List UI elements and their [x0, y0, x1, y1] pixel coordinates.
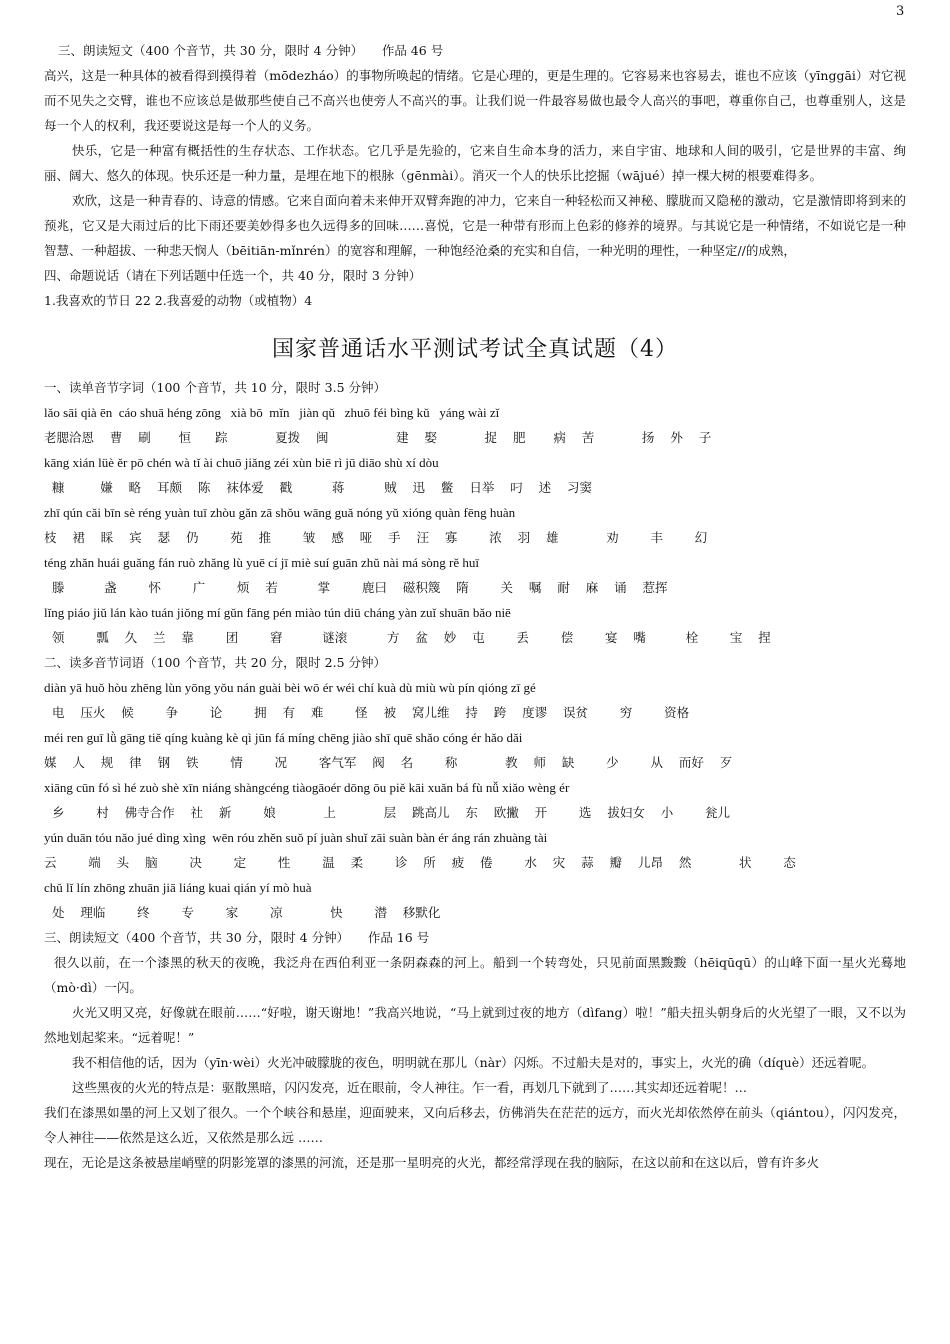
- pinyin-row: téng zhǎn huái guǎng fán ruò zhǎng lù yuē cí jī miè suí guān zhǔ nài má sòng rě huī: [44, 555, 480, 570]
- hanzi-row: 媒 人 规 律 钢 铁 情 况 客气军 阀 名 称 教 师 缺 少 从 而好 歹: [44, 755, 733, 770]
- section-1-heading: 一、读单音节字词（100 个音节，共 10 分，限时 3.5 分钟）: [44, 380, 387, 395]
- pinyin-row: xiāng cūn fó sì hé zuò shè xīn niáng shàngcéng tiàogāoér dōng ōu piě kāi xuǎn bá fù nǚ xiǎo wèng ér: [44, 780, 570, 795]
- reading-heading-46: 三、朗读短文（400 个音节，共 30 分，限时 4 分钟） 作品 46 号: [58, 43, 444, 58]
- reading-paragraph: 欢欣，这是一种青春的、诗意的情感。它来自面向着未来伸开双臂奔跑的冲力，它来自一种轻松而又神秘、朦胧而又隐秘的激动，它是激情即将到来的预兆，它又是大雨过后的比下雨还要美妙得多也久远得多的回味……喜悦，它是一种带有形而上色彩的修养的境界。与其说它是一种情绪，不如说它是一种智慧、一种超拔、一种悲天悯人（bēitiān-mǐnrén）的宽容和理解，一种饱经沧桑的充实和自信，一种光明的理性，一种坚定//的成熟，: [44, 193, 906, 258]
- hanzi-row: 处 理临 终 专 家 凉 快 潜 移默化: [44, 905, 441, 920]
- reading-paragraph: 现在，无论是这条被悬崖峭壁的阴影笼罩的漆黑的河流，还是那一星明亮的火光，都经常浮现在我的脑际，在这以前和在这以后，曾有许多火: [44, 1155, 820, 1170]
- reading-paragraph: 快乐，它是一种富有概括性的生存状态、工作状态。它几乎是先验的，它来自生命本身的活力，来自宇宙、地球和人间的吸引，它是世界的丰富、绚丽、阔大、悠久的体现。快乐还是一种力量，是埋在地下的根脉（gēnmài）。消灭一个人的快乐比挖掘（wājué）掉一棵大树的根要难得多。: [44, 143, 906, 183]
- hanzi-row: 老腮洽恩 曹 刷 恒 踪 夏拨 闽 建 娶 捉 肥 病 苦 扬 外 子: [44, 430, 712, 445]
- hanzi-row: 电 压火 候 争 论 拥 有 难 怪 被 窝儿维 持 跨 度谬 误贫 穷 资格: [44, 705, 690, 720]
- pinyin-row: zhī qún cǎi bīn sè réng yuàn tuī zhòu gǎn zā shǒu wāng guǎ nóng yǔ xióng quàn fēng huàn: [44, 505, 516, 520]
- reading-paragraph: 我们在漆黑如墨的河上又划了很久。一个个峡谷和悬崖，迎面驶来，又向后移去，仿佛消失在茫茫的远方，而火光却依然停在前头（qiántou），闪闪发亮，令人神往——依然是这么近，又依然是那么远 ……: [44, 1105, 906, 1145]
- reading-paragraph: 这些黑夜的火光的特点是：驱散黑暗，闪闪发亮，近在眼前，令人神往。乍一看，再划几下就到了……其实却还远着呢！…: [72, 1080, 748, 1095]
- exam-title: 国家普通话水平测试考试全真试题（4）: [272, 337, 678, 362]
- hanzi-row: 云 端 头 脑 决 定 性 温 柔 诊 所 疲 倦 水 灾 蒜 瓣 儿昂 然 状 态: [44, 855, 796, 870]
- reading-paragraph: 火光又明又亮，好像就在眼前……“好啦，谢天谢地！”我高兴地说，“马上就到过夜的地方（dìfang）啦！”船夫扭头朝身后的火光望了一眼，又不以为然地划起桨来。“远着呢！”: [44, 1005, 906, 1045]
- document-page: [44, 38, 906, 1175]
- hanzi-row: 糠 嫌 略 耳颇 陈 袜体爱 戳 蒋 贼 迅 鳖 日举 叼 述 习窦: [44, 480, 593, 495]
- pinyin-row: lǐng piáo jiǔ lán kào tuán jiǒng mí gǔn fāng pén miào tún diū cháng yàn zuǐ shuān bǎo niē: [44, 605, 511, 620]
- section-3-heading: 三、朗读短文（400 个音节，共 30 分，限时 4 分钟） 作品 16 号: [44, 930, 430, 945]
- hanzi-row: 枝 裙 睬 宾 瑟 仍 苑 推 皱 感 哑 手 汪 寡 浓 羽 雄 劝 丰 幻: [44, 530, 708, 545]
- section-2-heading: 二、读多音节词语（100 个音节，共 20 分，限时 2.5 分钟）: [44, 655, 387, 670]
- pinyin-row: chǔ lǐ lín zhōng zhuān jiā liáng kuai qián yí mò huà: [44, 880, 312, 895]
- reading-paragraph: 很久以前，在一个漆黑的秋天的夜晚，我泛舟在西伯利亚一条阴森森的河上。船到一个转弯处，只见前面黑黢黢（hēiqūqū）的山峰下面一星火光蓦地（mò·dì）一闪。: [44, 955, 906, 995]
- pinyin-row: kāng xián lüè ěr pō chén wà tǐ ài chuō jiǎng zéi xùn biē rì jū diāo shù xí dòu: [44, 455, 439, 470]
- reading-paragraph: 高兴，这是一种具体的被看得到摸得着（mōdezháo）的事物所唤起的情绪。它是心理的，更是生理的。它容易来也容易去，谁也不应该（yīnggāi）对它视而不见失之交臂，谁也不应该总是做那些使自己不高兴也使旁人不高兴的事。让我们说一件最容易做也最令人高兴的事吧，尊重你自己，也尊重别人，这是每一个人的权利，我还要说这是每一个人的义务。: [44, 68, 906, 133]
- hanzi-row: 滕 盏 怀 广 烦 若 掌 鹿曰 磁积篾 隋 关 嘱 耐 麻 诵 惹挥: [44, 580, 668, 595]
- pinyin-row: diàn yā huǒ hòu zhēng lùn yōng yǒu nán guài bèi wō ér wéi chí kuà dù miù wù pín qióng zī gé: [44, 680, 536, 695]
- hanzi-row: 乡 村 佛寺合作 社 新 娘 上 层 跳高儿 东 欧撇 开 选 拔妇女 小 瓮儿: [44, 805, 730, 820]
- pinyin-row: lǎo sāi qià ēn cáo shuā héng zōng xià bō mǐn jiàn qǔ zhuō féi bìng kǔ yáng wài zǐ: [44, 405, 500, 420]
- topic-heading: 四、命题说话（请在下列话题中任选一个，共 40 分，限时 3 分钟）: [44, 268, 422, 283]
- pinyin-row: yún duān tóu nǎo jué dìng xìng wēn róu zhěn suǒ pí juàn shuǐ zāi suàn bàn ér áng rán zhuàng tài: [44, 830, 548, 845]
- page-number: 3: [896, 4, 905, 19]
- topic-items: 1.我喜欢的节日 22 2.我喜爱的动物（或植物）4: [44, 293, 313, 308]
- reading-paragraph: 我不相信他的话，因为（yīn·wèi）火光冲破朦胧的夜色，明明就在那儿（nàr）闪烁。不过船夫是对的，事实上，火光的确（díquè）还远着呢。: [72, 1055, 875, 1070]
- hanzi-row: 领 瓢 久 兰 靠 团 窘 谜滚 方 盆 妙 屯 丢 偿 宴 嘴 栓 宝 捏: [44, 630, 771, 645]
- pinyin-row: méi ren guī lǜ gāng tiě qíng kuàng kè qì jūn fá míng chēng jiào shī quē shǎo cóng ér hǎo dǎi: [44, 730, 523, 745]
